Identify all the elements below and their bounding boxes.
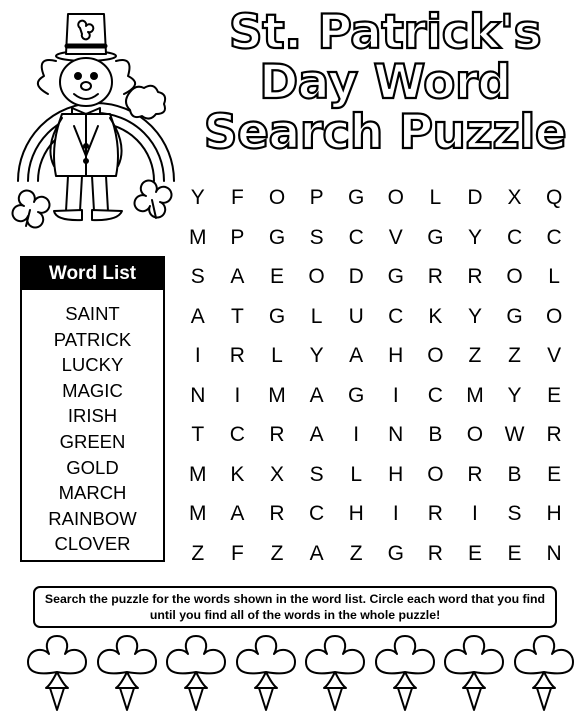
grid-letter[interactable]: H	[546, 502, 562, 525]
grid-letter[interactable]: G	[268, 225, 286, 249]
grid-letter[interactable]: U	[348, 304, 364, 328]
grid-letter[interactable]: G	[348, 186, 365, 209]
grid-letter[interactable]: M	[466, 383, 484, 407]
grid-letter[interactable]: I	[234, 383, 241, 407]
grid-letter[interactable]: L	[548, 265, 560, 288]
grid-letter[interactable]: E	[269, 265, 284, 288]
clover-icon	[161, 632, 231, 714]
grid-letter[interactable]: A	[309, 383, 324, 407]
grid-letter[interactable]: N	[190, 383, 206, 407]
word-list-item: IRISH	[67, 405, 118, 427]
word-list-item: MAGIC	[62, 379, 123, 401]
grid-letter[interactable]: R	[427, 541, 443, 565]
grid-letter[interactable]: C	[506, 225, 523, 249]
clover-icon	[92, 632, 162, 714]
grid-letter[interactable]: R	[546, 423, 562, 446]
grid-letter[interactable]: G	[427, 225, 444, 249]
grid-letter[interactable]: S	[309, 225, 324, 249]
grid-letter[interactable]: O	[387, 186, 404, 209]
grid-letter[interactable]: I	[392, 383, 399, 407]
grid-letter[interactable]: A	[230, 502, 245, 525]
grid-letter[interactable]: R	[467, 265, 483, 288]
grid-letter[interactable]: G	[387, 541, 404, 565]
grid-letter[interactable]: A	[190, 304, 205, 328]
grid-letter[interactable]: E	[547, 462, 562, 486]
grid-letter[interactable]: V	[547, 344, 562, 367]
grid-letter[interactable]: E	[507, 541, 522, 565]
grid-letter[interactable]: Y	[467, 304, 482, 328]
instructions: Search the puzzle for the words shown in the word list. Circle each word that you find until you find all of the words in the whole puzzle!	[33, 586, 557, 628]
grid-letter[interactable]: C	[229, 423, 245, 446]
grid-letter[interactable]: E	[547, 383, 562, 407]
grid-letter[interactable]: K	[230, 462, 245, 486]
grid-letter[interactable]: C	[308, 502, 325, 525]
grid-letter[interactable]: V	[388, 225, 403, 249]
puzzle-title	[196, 5, 574, 160]
grid-letter[interactable]: G	[268, 304, 286, 328]
grid-letter[interactable]: O	[268, 186, 286, 209]
clover-icon	[300, 632, 370, 714]
grid-letter[interactable]: D	[348, 265, 364, 288]
grid-letter[interactable]: P	[230, 225, 245, 249]
word-list-heading: Word List	[22, 258, 163, 290]
grid-letter[interactable]: C	[348, 225, 364, 249]
word-list-item: SAINT	[65, 303, 120, 324]
grid-letter[interactable]: S	[507, 502, 522, 525]
grid-letter[interactable]: O	[545, 304, 563, 328]
grid-letter[interactable]: K	[428, 304, 443, 328]
grid-letter[interactable]: O	[427, 344, 444, 367]
clover-row	[22, 632, 572, 714]
grid-letter[interactable]: A	[309, 541, 324, 565]
grid-letter[interactable]: L	[350, 462, 363, 486]
grid-letter[interactable]: O	[506, 265, 523, 288]
grid-letter[interactable]: Z	[191, 541, 205, 565]
grid-letter[interactable]: Y	[467, 225, 482, 249]
grid-letter[interactable]: Z	[349, 541, 363, 565]
grid-letter[interactable]: B	[507, 462, 522, 486]
grid-letter[interactable]: S	[309, 462, 324, 486]
grid-letter[interactable]: I	[353, 423, 360, 446]
word-list-item: GOLD	[66, 456, 119, 478]
grid-letter[interactable]: D	[467, 186, 483, 209]
leprechaun-illustration	[6, 6, 184, 246]
grid-letter[interactable]: A	[349, 344, 364, 367]
grid-letter[interactable]: I	[194, 344, 201, 367]
grid-letter[interactable]: M	[189, 462, 207, 486]
clover-icon	[370, 632, 440, 714]
grid-letter[interactable]: R	[427, 502, 443, 525]
word-list-item: CLOVER	[54, 533, 131, 555]
grid-letter[interactable]: L	[429, 186, 442, 209]
grid-letter[interactable]: X	[269, 462, 284, 486]
grid-letter[interactable]: Q	[545, 186, 563, 209]
grid-letter[interactable]: M	[189, 225, 207, 249]
grid-letter[interactable]: I	[392, 502, 399, 525]
grid-letter[interactable]: H	[388, 344, 404, 367]
grid-letter[interactable]: Y	[309, 344, 324, 367]
grid-letter[interactable]: C	[427, 383, 443, 407]
grid-letter[interactable]: R	[269, 502, 285, 525]
grid-letter[interactable]: O	[466, 423, 484, 446]
word-list-items	[22, 290, 163, 557]
grid-letter[interactable]: R	[269, 423, 285, 446]
word-list-item: MARCH	[58, 482, 127, 504]
grid-letter[interactable]: H	[348, 502, 364, 525]
grid-letter[interactable]: L	[271, 344, 283, 367]
grid-letter[interactable]: L	[310, 304, 323, 328]
grid-letter[interactable]: Z	[270, 541, 284, 565]
grid-letter[interactable]: M	[268, 383, 286, 407]
grid-letter[interactable]: Z	[508, 344, 521, 367]
grid-letter[interactable]: O	[427, 462, 444, 486]
grid-letter[interactable]: B	[428, 423, 443, 446]
grid-letter[interactable]: O	[308, 265, 325, 288]
grid-letter[interactable]: Y	[507, 383, 522, 407]
title-line-2: Day Word	[259, 55, 511, 110]
grid-letter[interactable]: Y	[190, 186, 205, 209]
word-list-item: LUCKY	[61, 354, 124, 376]
clover-icon	[22, 632, 92, 714]
grid-letter[interactable]: R	[229, 344, 245, 367]
grid-letter[interactable]: G	[387, 265, 404, 288]
word-list-item: RAINBOW	[48, 507, 137, 529]
grid-letter[interactable]: A	[309, 423, 324, 446]
clover-icon	[439, 632, 509, 714]
grid-letter[interactable]: G	[506, 304, 523, 328]
clover-icon	[509, 632, 578, 714]
grid-letter[interactable]: M	[189, 502, 207, 525]
grid-letter[interactable]: C	[388, 304, 404, 328]
grid-letter[interactable]: X	[507, 186, 522, 209]
word-list-item: GREEN	[59, 430, 126, 452]
grid-letter[interactable]: G	[348, 383, 365, 407]
word-list-item: PATRICK	[53, 328, 132, 350]
grid-letter[interactable]: P	[309, 186, 324, 209]
letter-grid	[178, 180, 574, 575]
grid-letter[interactable]: W	[504, 423, 525, 446]
grid-letter[interactable]: N	[546, 541, 562, 565]
title-line-3: Search Puzzle	[203, 105, 567, 160]
grid-letter[interactable]: I	[472, 502, 478, 525]
grid-letter[interactable]: E	[467, 541, 482, 565]
word-list	[20, 256, 165, 562]
title-line-1: St. Patrick's	[228, 5, 542, 60]
grid-letter[interactable]: T	[230, 304, 244, 328]
grid-letter[interactable]: Z	[468, 344, 482, 367]
grid-letter[interactable]: S	[190, 265, 205, 288]
clover-icon	[231, 632, 301, 714]
grid-letter[interactable]: T	[191, 423, 205, 446]
grid-letter[interactable]: F	[230, 541, 244, 565]
grid-letter[interactable]: C	[546, 225, 562, 249]
grid-letter[interactable]: H	[388, 462, 404, 486]
grid-letter[interactable]: N	[388, 423, 404, 446]
grid-letter[interactable]: R	[427, 265, 443, 288]
grid-letter[interactable]: R	[467, 462, 483, 486]
grid-letter[interactable]: A	[230, 265, 245, 288]
grid-letter[interactable]: F	[230, 186, 244, 209]
